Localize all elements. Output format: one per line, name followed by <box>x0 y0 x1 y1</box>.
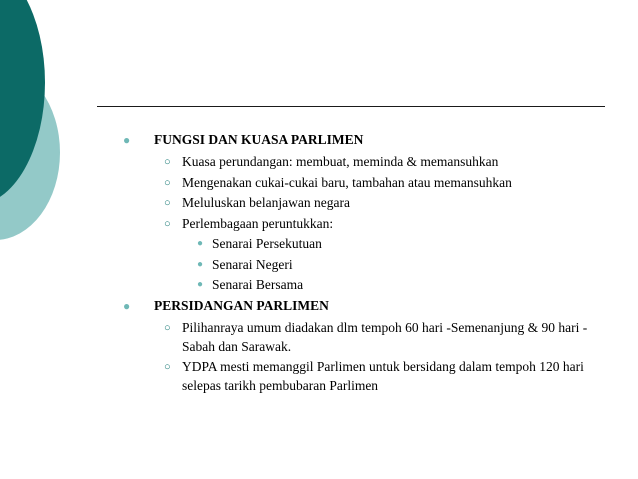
sub-list-item <box>120 275 610 294</box>
list-item-text: Mengenakan cukai-cukai baru, tambahan atau memansuhkan <box>182 174 512 190</box>
hollow-circle-bullet-icon: ○ <box>164 156 171 168</box>
section-heading-text: FUNGSI DAN KUASA PARLIMEN <box>154 132 364 147</box>
bullet-list <box>120 130 610 397</box>
sub-list-item-text: Senarai Negeri <box>212 256 293 272</box>
sub-list-item <box>120 255 610 274</box>
section-heading-text: PERSIDANGAN PARLIMEN <box>154 297 329 313</box>
section-heading-persidangan <box>120 296 610 316</box>
filled-circle-bullet-icon: ● <box>197 258 204 270</box>
list-item <box>120 173 610 192</box>
hollow-circle-bullet-icon: ○ <box>164 197 171 209</box>
list-item-text: Pilihanraya umum diadakan dlm tempoh 60 hari -Semenanjung & 90 hari - Sabah dan Sarawak. <box>182 319 588 354</box>
sub-list-item-text: Senarai Bersama <box>212 277 304 292</box>
hollow-circle-bullet-icon: ○ <box>164 361 171 373</box>
list-item-text: Perlembagaan peruntukkan: <box>182 215 334 231</box>
section-heading-fungsi <box>120 130 610 150</box>
filled-circle-bullet-icon: ● <box>123 298 131 313</box>
filled-circle-bullet-icon: ● <box>197 238 204 249</box>
list-item <box>120 318 610 356</box>
hollow-circle-bullet-icon: ○ <box>164 321 171 334</box>
sub-list-item-text: Senarai Persekutuan <box>212 236 322 251</box>
list-item-text: YDPA mesti memanggil Parlimen untuk bersidang dalam tempoh 120 hari selepas tarikh pembubaran Parlimen <box>182 359 584 393</box>
list-item-text: Meluluskan belanjawan negara <box>182 195 350 210</box>
list-item <box>120 357 610 395</box>
hollow-circle-bullet-icon: ○ <box>164 176 171 189</box>
filled-circle-bullet-icon: ● <box>197 279 204 290</box>
list-item <box>120 152 610 171</box>
list-item-text: Kuasa perundangan: membuat, meminda & memansuhkan <box>182 154 499 169</box>
list-item <box>120 214 610 233</box>
list-item <box>120 193 610 212</box>
sub-list-item <box>120 234 610 253</box>
title-divider <box>97 106 605 107</box>
hollow-circle-bullet-icon: ○ <box>164 217 171 230</box>
filled-circle-bullet-icon: ● <box>123 133 131 147</box>
